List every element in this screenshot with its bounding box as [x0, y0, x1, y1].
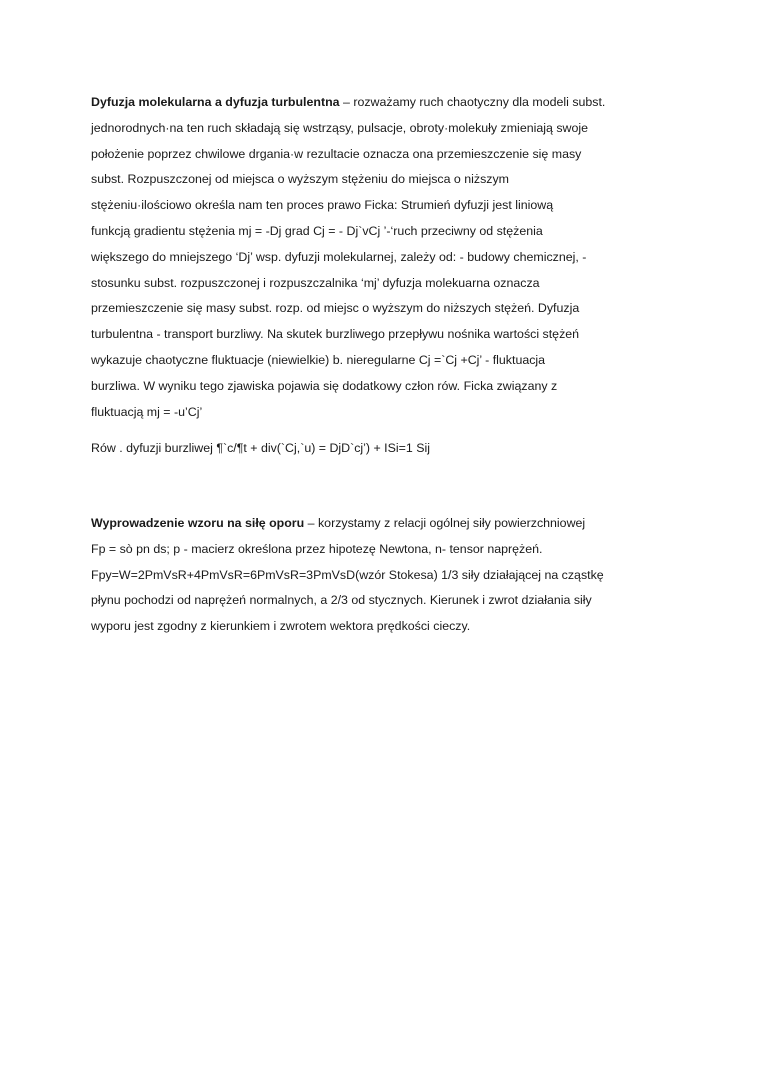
text-line: burzliwa. W wyniku tego zjawiska pojawia się dodatkowy człon rów. Ficka związany z: [91, 378, 558, 393]
text-line: płynu pochodzi od naprężeń normalnych, a 2/3 od stycznych. Kierunek i zwrot działania siły: [91, 593, 592, 608]
section-heading: Wyprowadzenie wzoru na siłę oporu: [91, 516, 305, 530]
text-line: stężeniu·ilościowo określa nam ten proces prawo Ficka: Strumień dyfuzji jest liniową: [91, 198, 554, 213]
text-line: [91, 511, 631, 537]
text-line: wyporu jest zgodny z kierunkiem i zwrotem wektora prędkości cieczy.: [91, 619, 471, 634]
text-line: większego do mniejszego ‘Dj’ wsp. dyfuzji molekularnej, zależy od: - budowy chemicznej, -: [91, 249, 587, 264]
text-line: funkcją gradientu stężenia mj = -Dj grad Cj = - Dj`vCj ’-‘ruch przeciwny od stężenia: [91, 223, 543, 238]
paragraph-diffusion: [91, 90, 631, 425]
text-line: Fp = sò pn ds; p - macierz określona przez hipotezę Newtona, n- tensor naprężeń.: [91, 541, 543, 556]
paragraph-drag-force: [91, 511, 631, 640]
text-line: subst. Rozpuszczonej od miejsca o wyższym stężeniu do miejsca o niższym: [91, 172, 509, 187]
text-line: [91, 90, 631, 116]
text-line: stosunku subst. rozpuszczonej i rozpuszczalnika ‘mj’ dyfuzja molekuarna oznacza: [91, 275, 540, 290]
equation-turbulent-diffusion: Rów . dyfuzji burzliwej ¶`c/¶t + div(`Cj,`u) = DjD`cj’) + ISi=1 Sij: [91, 441, 430, 455]
text-line: Fpy=W=2PmVsR+4PmVsR=6PmVsR=3PmVsD(wzór Stokesa) 1/3 siły działającej na cząstkę: [91, 567, 604, 582]
text-span: – rozważamy ruch chaotyczny dla modeli subst.: [339, 95, 606, 109]
text-line: fluktuacją mj = -u’Cj’: [91, 404, 203, 419]
text-line: jednorodnych·na ten ruch składają się wstrząsy, pulsacje, obroty·molekuły zmieniają swoje: [91, 120, 589, 135]
text-line: położenie poprzez chwilowe drgania·w rezultacie oznacza ona przemieszczenie się masy: [91, 146, 582, 161]
text-line: przemieszczenie się masy subst. rozp. od miejsc o wyższym do niższych stężeń. Dyfuzja: [91, 301, 580, 316]
section-drag-force: [91, 511, 631, 640]
text-line: wykazuje chaotyczne fluktuacje (niewielkie) b. nieregularne Cj =`Cj +Cj’ - fluktuacja: [91, 352, 546, 367]
text-line: turbulentna - transport burzliwy. Na skutek burzliwego przepływu nośnika wartości stężeń: [91, 327, 580, 342]
text-span: – korzystamy z relacji ogólnej siły powierzchniowej: [304, 516, 586, 530]
section-heading: Dyfuzja molekularna a dyfuzja turbulentna: [91, 95, 340, 109]
section-diffusion: [91, 90, 631, 425]
